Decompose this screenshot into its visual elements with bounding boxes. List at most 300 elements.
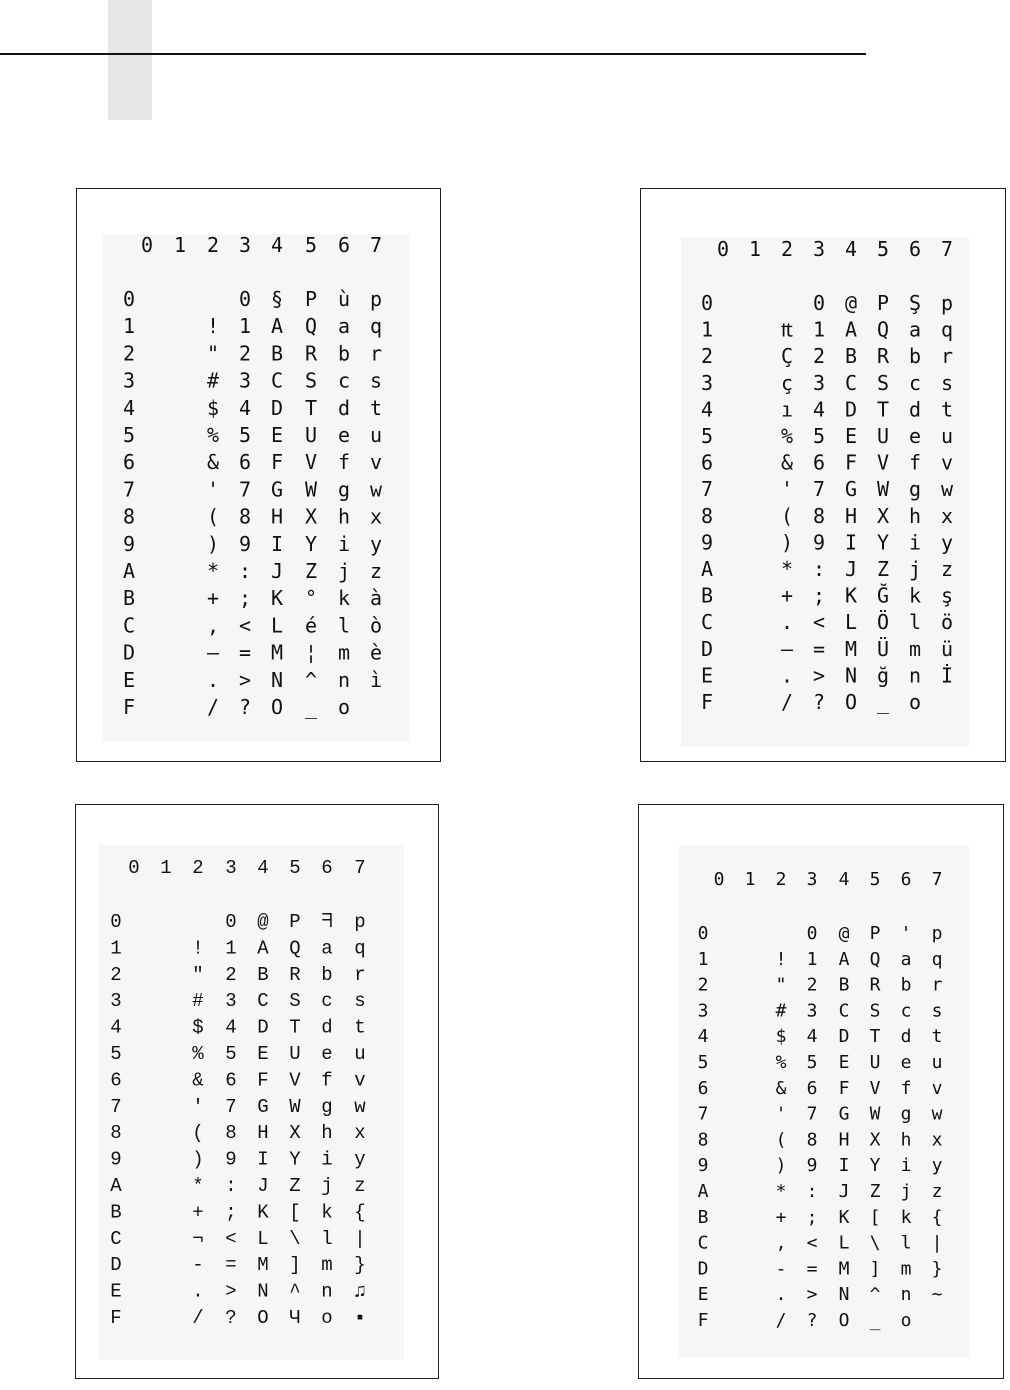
char-cell: w — [931, 1103, 943, 1125]
char-cell: A — [257, 937, 269, 960]
char-cell: e — [900, 1052, 912, 1073]
char-cell: A — [844, 317, 858, 342]
char-cell: v — [354, 1069, 366, 1092]
char-cell: ) — [775, 1155, 787, 1177]
char-cell: 5 — [238, 423, 252, 447]
row-label: 8 — [122, 504, 136, 529]
char-cell: y — [931, 1155, 943, 1177]
char-cell: O — [270, 695, 284, 719]
char-cell: G — [257, 1095, 269, 1118]
char-cell: p — [369, 287, 383, 311]
column-header: 3 — [238, 233, 252, 257]
char-cell: ▪ — [354, 1307, 366, 1329]
row-label: 4 — [122, 395, 136, 420]
char-cell: 7 — [225, 1095, 237, 1118]
char-cell: h — [337, 504, 351, 529]
char-cell: % — [192, 1043, 204, 1065]
char-cell: — — [206, 640, 220, 665]
char-cell: 9 — [238, 531, 252, 556]
char-cell: P — [304, 287, 318, 311]
row-label: 6 — [110, 1069, 122, 1092]
char-cell: F — [270, 450, 284, 475]
char-cell: + — [780, 583, 794, 608]
row-label: 3 — [697, 1000, 709, 1022]
charset-chart-1-svg — [77, 189, 440, 761]
row-label: A — [697, 1181, 709, 1202]
row-label: 9 — [110, 1148, 122, 1171]
column-header: 0 — [128, 857, 140, 879]
char-cell: h — [321, 1122, 333, 1145]
char-cell: n — [321, 1280, 333, 1303]
char-cell: : — [812, 557, 826, 581]
charset-chart-1-background — [103, 234, 409, 742]
char-cell: < — [806, 1232, 818, 1254]
char-cell: n — [900, 1284, 912, 1306]
char-cell: : — [238, 559, 252, 583]
char-cell: I — [838, 1155, 850, 1177]
char-cell: u — [931, 1052, 943, 1073]
char-cell: F — [844, 450, 858, 475]
char-cell: l — [900, 1232, 912, 1254]
char-cell: Y — [876, 530, 890, 555]
row-label: E — [697, 1284, 709, 1306]
char-cell: G — [844, 477, 858, 502]
column-header: 3 — [225, 857, 237, 879]
char-cell: A — [270, 314, 284, 339]
char-cell: 0 — [806, 923, 818, 944]
char-cell: ^ — [869, 1284, 881, 1306]
column-header: 1 — [160, 857, 172, 879]
char-cell: ₶ — [780, 317, 794, 342]
row-label: D — [110, 1254, 122, 1277]
char-cell: > — [812, 663, 826, 688]
row-label: 6 — [697, 1077, 709, 1099]
char-cell: S — [289, 990, 301, 1013]
row-label: 8 — [700, 503, 714, 528]
char-cell: b — [321, 963, 333, 986]
char-cell: X — [876, 503, 890, 528]
char-cell: S — [869, 1000, 881, 1022]
row-label: D — [697, 1258, 709, 1280]
char-cell: { — [931, 1206, 943, 1228]
char-cell: 0 — [812, 291, 826, 315]
char-cell: B — [844, 344, 858, 369]
char-cell: & — [192, 1069, 204, 1092]
row-label: 7 — [697, 1103, 709, 1125]
char-cell: $ — [192, 1016, 204, 1039]
char-cell: k — [337, 586, 351, 611]
char-cell: ¦ — [304, 640, 318, 665]
char-cell: ) — [192, 1148, 204, 1171]
char-cell: v — [369, 450, 383, 475]
char-cell: 2 — [225, 963, 237, 986]
char-cell: 1 — [225, 937, 237, 960]
char-cell: S — [876, 370, 890, 395]
char-cell: s — [931, 1000, 943, 1022]
char-cell: 2 — [806, 974, 818, 996]
row-label: 2 — [122, 341, 136, 366]
char-cell: V — [304, 450, 318, 475]
char-cell: M — [270, 640, 284, 665]
char-cell: 6 — [806, 1077, 818, 1099]
char-cell: Z — [289, 1175, 301, 1197]
char-cell: ; — [806, 1206, 818, 1228]
char-cell: D — [270, 395, 284, 420]
char-cell: p — [940, 291, 954, 315]
char-cell: V — [869, 1077, 881, 1099]
char-cell: 9 — [806, 1155, 818, 1177]
row-label: 7 — [110, 1095, 122, 1118]
char-cell: 4 — [238, 395, 252, 420]
char-cell: E — [838, 1052, 850, 1073]
char-cell: Z — [304, 559, 318, 583]
char-cell: B — [257, 963, 269, 986]
char-cell: Y — [869, 1155, 881, 1177]
char-cell: 6 — [812, 450, 826, 475]
row-label: 2 — [700, 344, 714, 369]
charset-chart-2-svg — [641, 189, 1005, 761]
char-cell: 3 — [806, 1000, 818, 1022]
char-cell: C — [844, 370, 858, 395]
char-cell: } — [931, 1258, 943, 1280]
row-label: C — [110, 1227, 122, 1250]
column-header: 4 — [257, 857, 269, 879]
char-cell: _ — [869, 1310, 881, 1331]
char-cell: S — [304, 368, 318, 393]
column-header: 1 — [748, 237, 762, 261]
char-cell: q — [931, 948, 943, 970]
char-cell: ; — [812, 583, 826, 608]
row-label: 5 — [110, 1043, 122, 1065]
char-cell: Q — [304, 314, 318, 339]
row-label: 4 — [700, 397, 714, 422]
char-cell: @ — [257, 911, 269, 933]
row-label: 0 — [697, 923, 709, 944]
char-cell: C — [270, 368, 284, 393]
row-label: 5 — [697, 1052, 709, 1073]
char-cell: z — [369, 559, 383, 583]
char-cell: L — [270, 613, 284, 638]
char-cell: u — [354, 1043, 366, 1065]
row-label: 0 — [122, 287, 136, 311]
char-cell: > — [806, 1284, 818, 1306]
column-header: 6 — [900, 869, 912, 890]
char-cell: 1 — [812, 317, 826, 342]
row-label: D — [700, 636, 714, 661]
char-cell: e — [321, 1043, 333, 1065]
char-cell: d — [321, 1016, 333, 1039]
char-cell: O — [257, 1307, 269, 1329]
column-header: 4 — [844, 237, 858, 261]
char-cell: * — [775, 1181, 787, 1202]
row-label: 8 — [697, 1129, 709, 1151]
char-cell: R — [876, 344, 890, 369]
char-cell: " — [775, 974, 787, 996]
char-cell: l — [321, 1227, 333, 1250]
char-cell: ' — [775, 1103, 787, 1125]
char-cell: D — [844, 397, 858, 422]
char-cell: / — [775, 1310, 787, 1331]
row-label: 4 — [697, 1026, 709, 1048]
char-cell: o — [908, 690, 922, 714]
char-cell: q — [940, 317, 954, 342]
char-cell: < — [238, 613, 252, 638]
column-header: 4 — [270, 233, 284, 257]
charset-chart-3 — [75, 804, 439, 1379]
char-cell: 2 — [238, 341, 252, 366]
char-cell: M — [257, 1254, 269, 1277]
char-cell: 1 — [238, 314, 252, 339]
char-cell: f — [321, 1069, 333, 1092]
char-cell: O — [838, 1310, 850, 1331]
char-cell: . — [780, 610, 794, 635]
column-header: 0 — [713, 869, 725, 890]
char-cell: j — [900, 1181, 912, 1202]
char-cell: è — [369, 640, 383, 665]
char-cell: r — [940, 344, 954, 369]
char-cell: i — [337, 531, 351, 556]
char-cell: " — [192, 963, 204, 986]
char-cell: = — [806, 1258, 818, 1280]
char-cell: V — [289, 1069, 301, 1092]
char-cell: H — [257, 1122, 269, 1145]
char-cell: ( — [192, 1122, 204, 1145]
row-label: A — [110, 1175, 122, 1197]
char-cell: i — [900, 1155, 912, 1177]
char-cell: ! — [775, 948, 787, 970]
column-header: 2 — [780, 237, 794, 261]
row-label: 7 — [700, 477, 714, 502]
char-cell: 2 — [812, 344, 826, 369]
char-cell: $ — [206, 395, 220, 420]
char-cell: 7 — [806, 1103, 818, 1125]
char-cell: 6 — [238, 450, 252, 475]
row-label: B — [122, 586, 136, 611]
column-header: 4 — [838, 869, 850, 890]
char-cell: ^ — [289, 1280, 301, 1303]
column-header: 6 — [321, 857, 333, 879]
char-cell: x — [354, 1122, 366, 1145]
char-cell: > — [225, 1280, 237, 1303]
row-label: F — [122, 695, 136, 719]
char-cell: + — [206, 586, 220, 611]
column-header: 2 — [192, 857, 204, 879]
char-cell: § — [270, 287, 284, 311]
char-cell: ! — [192, 937, 204, 960]
char-cell: y — [940, 530, 954, 555]
char-cell: R — [304, 341, 318, 366]
row-label: E — [122, 667, 136, 692]
charset-chart-3-svg — [76, 805, 438, 1378]
char-cell: 5 — [806, 1052, 818, 1073]
char-cell: ) — [206, 531, 220, 556]
char-cell: u — [369, 423, 383, 447]
row-label: B — [697, 1206, 709, 1228]
char-cell: 8 — [806, 1129, 818, 1151]
char-cell: m — [337, 640, 351, 665]
column-header: 3 — [806, 869, 818, 890]
char-cell: n — [337, 667, 351, 692]
char-cell: E — [270, 423, 284, 447]
char-cell: + — [775, 1206, 787, 1228]
char-cell: N — [257, 1280, 269, 1303]
row-label: 9 — [697, 1155, 709, 1177]
char-cell: ; — [238, 586, 252, 611]
char-cell: K — [257, 1201, 269, 1224]
char-cell: X — [304, 504, 318, 529]
column-header: 5 — [876, 237, 890, 261]
char-cell: - — [775, 1258, 787, 1280]
char-cell: h — [900, 1129, 912, 1151]
char-cell: Q — [869, 948, 881, 970]
char-cell: 6 — [225, 1069, 237, 1092]
char-cell: ( — [206, 504, 220, 529]
char-cell: ì — [369, 667, 383, 692]
row-label: E — [110, 1280, 122, 1303]
column-header: 7 — [931, 869, 943, 890]
char-cell: c — [321, 990, 333, 1013]
row-label: A — [700, 557, 714, 581]
char-cell: d — [337, 395, 351, 420]
char-cell: j — [321, 1175, 333, 1197]
char-cell: { — [354, 1201, 366, 1224]
char-cell: . — [206, 667, 220, 692]
char-cell: x — [931, 1129, 943, 1151]
char-cell: @ — [838, 923, 850, 944]
row-label: 1 — [122, 314, 136, 339]
char-cell: z — [940, 557, 954, 581]
row-label: F — [697, 1310, 709, 1331]
column-header: 2 — [206, 233, 220, 257]
char-cell: P — [869, 923, 881, 944]
char-cell: D — [838, 1026, 850, 1048]
char-cell: % — [775, 1052, 787, 1073]
char-cell: G — [270, 477, 284, 502]
char-cell: , — [206, 613, 220, 638]
char-cell: b — [900, 974, 912, 996]
row-label: 9 — [122, 531, 136, 556]
char-cell: * — [206, 559, 220, 583]
char-cell: p — [931, 923, 943, 944]
row-label: B — [110, 1201, 122, 1224]
char-cell: [ — [869, 1206, 881, 1228]
char-cell: G — [838, 1103, 850, 1125]
char-cell: + — [192, 1201, 204, 1224]
char-cell: m — [321, 1254, 333, 1277]
column-header: 1 — [173, 233, 187, 257]
char-cell: _ — [304, 695, 318, 719]
char-cell: = — [225, 1254, 237, 1277]
char-cell: 3 — [225, 990, 237, 1013]
column-header: 6 — [908, 237, 922, 261]
char-cell: ; — [225, 1201, 237, 1224]
char-cell: B — [838, 974, 850, 996]
char-cell: X — [289, 1122, 301, 1145]
row-label: C — [122, 613, 136, 638]
row-label: 6 — [122, 450, 136, 475]
char-cell: g — [321, 1095, 333, 1118]
row-label: 5 — [700, 424, 714, 448]
char-cell: d — [900, 1026, 912, 1048]
row-label: 1 — [697, 948, 709, 970]
char-cell: a — [900, 948, 912, 970]
char-cell: & — [206, 450, 220, 475]
char-cell: W — [289, 1095, 301, 1118]
char-cell: ! — [206, 314, 220, 339]
char-cell: g — [908, 477, 922, 502]
char-cell: : — [806, 1181, 818, 1202]
char-cell: Y — [304, 531, 318, 556]
row-label: 9 — [700, 530, 714, 555]
row-label: C — [700, 610, 714, 635]
char-cell: e — [908, 424, 922, 448]
char-cell: v — [940, 450, 954, 475]
char-cell: ' — [192, 1095, 204, 1118]
char-cell: W — [876, 477, 890, 502]
char-cell: 7 — [238, 477, 252, 502]
char-cell: N — [270, 667, 284, 692]
char-cell: * — [192, 1175, 204, 1197]
char-cell: Ğ — [876, 583, 890, 608]
char-cell: m — [908, 636, 922, 661]
char-cell: Ö — [876, 610, 890, 635]
char-cell: # — [192, 990, 204, 1013]
char-cell: 8 — [225, 1122, 237, 1145]
char-cell: E — [844, 424, 858, 448]
char-cell: T — [304, 395, 318, 420]
char-cell: ö — [940, 610, 954, 635]
row-label: F — [700, 690, 714, 714]
char-cell: a — [321, 937, 333, 960]
char-cell: 0 — [225, 911, 237, 933]
char-cell: i — [908, 530, 922, 555]
char-cell: d — [908, 397, 922, 422]
column-header: 5 — [869, 869, 881, 890]
char-cell: ] — [289, 1254, 301, 1277]
column-header: 2 — [775, 869, 787, 890]
char-cell: D — [257, 1016, 269, 1039]
char-cell: ğ — [876, 663, 890, 688]
char-cell: g — [900, 1103, 912, 1125]
char-cell: w — [369, 477, 383, 502]
char-cell: y — [354, 1148, 366, 1171]
char-cell: Q — [876, 317, 890, 342]
char-cell: ' — [900, 923, 912, 944]
char-cell: f — [908, 450, 922, 475]
char-cell: X — [869, 1129, 881, 1151]
char-cell: K — [270, 586, 284, 611]
char-cell: U — [304, 423, 318, 447]
char-cell: f — [337, 450, 351, 475]
char-cell: w — [354, 1095, 366, 1118]
char-cell: l — [337, 613, 351, 638]
char-cell: V — [876, 450, 890, 475]
char-cell: @ — [844, 291, 858, 315]
column-header: 6 — [337, 233, 351, 257]
char-cell: 0 — [238, 287, 252, 311]
char-cell: T — [869, 1026, 881, 1048]
char-cell: r — [931, 974, 943, 996]
char-cell: ᖷ — [321, 911, 333, 933]
char-cell: b — [908, 344, 922, 369]
char-cell: q — [354, 937, 366, 960]
char-cell: Q — [289, 937, 301, 960]
char-cell: , — [775, 1232, 787, 1254]
char-cell: m — [900, 1258, 912, 1280]
row-label: A — [122, 559, 136, 583]
char-cell: 1 — [806, 948, 818, 970]
row-label: 3 — [122, 368, 136, 393]
